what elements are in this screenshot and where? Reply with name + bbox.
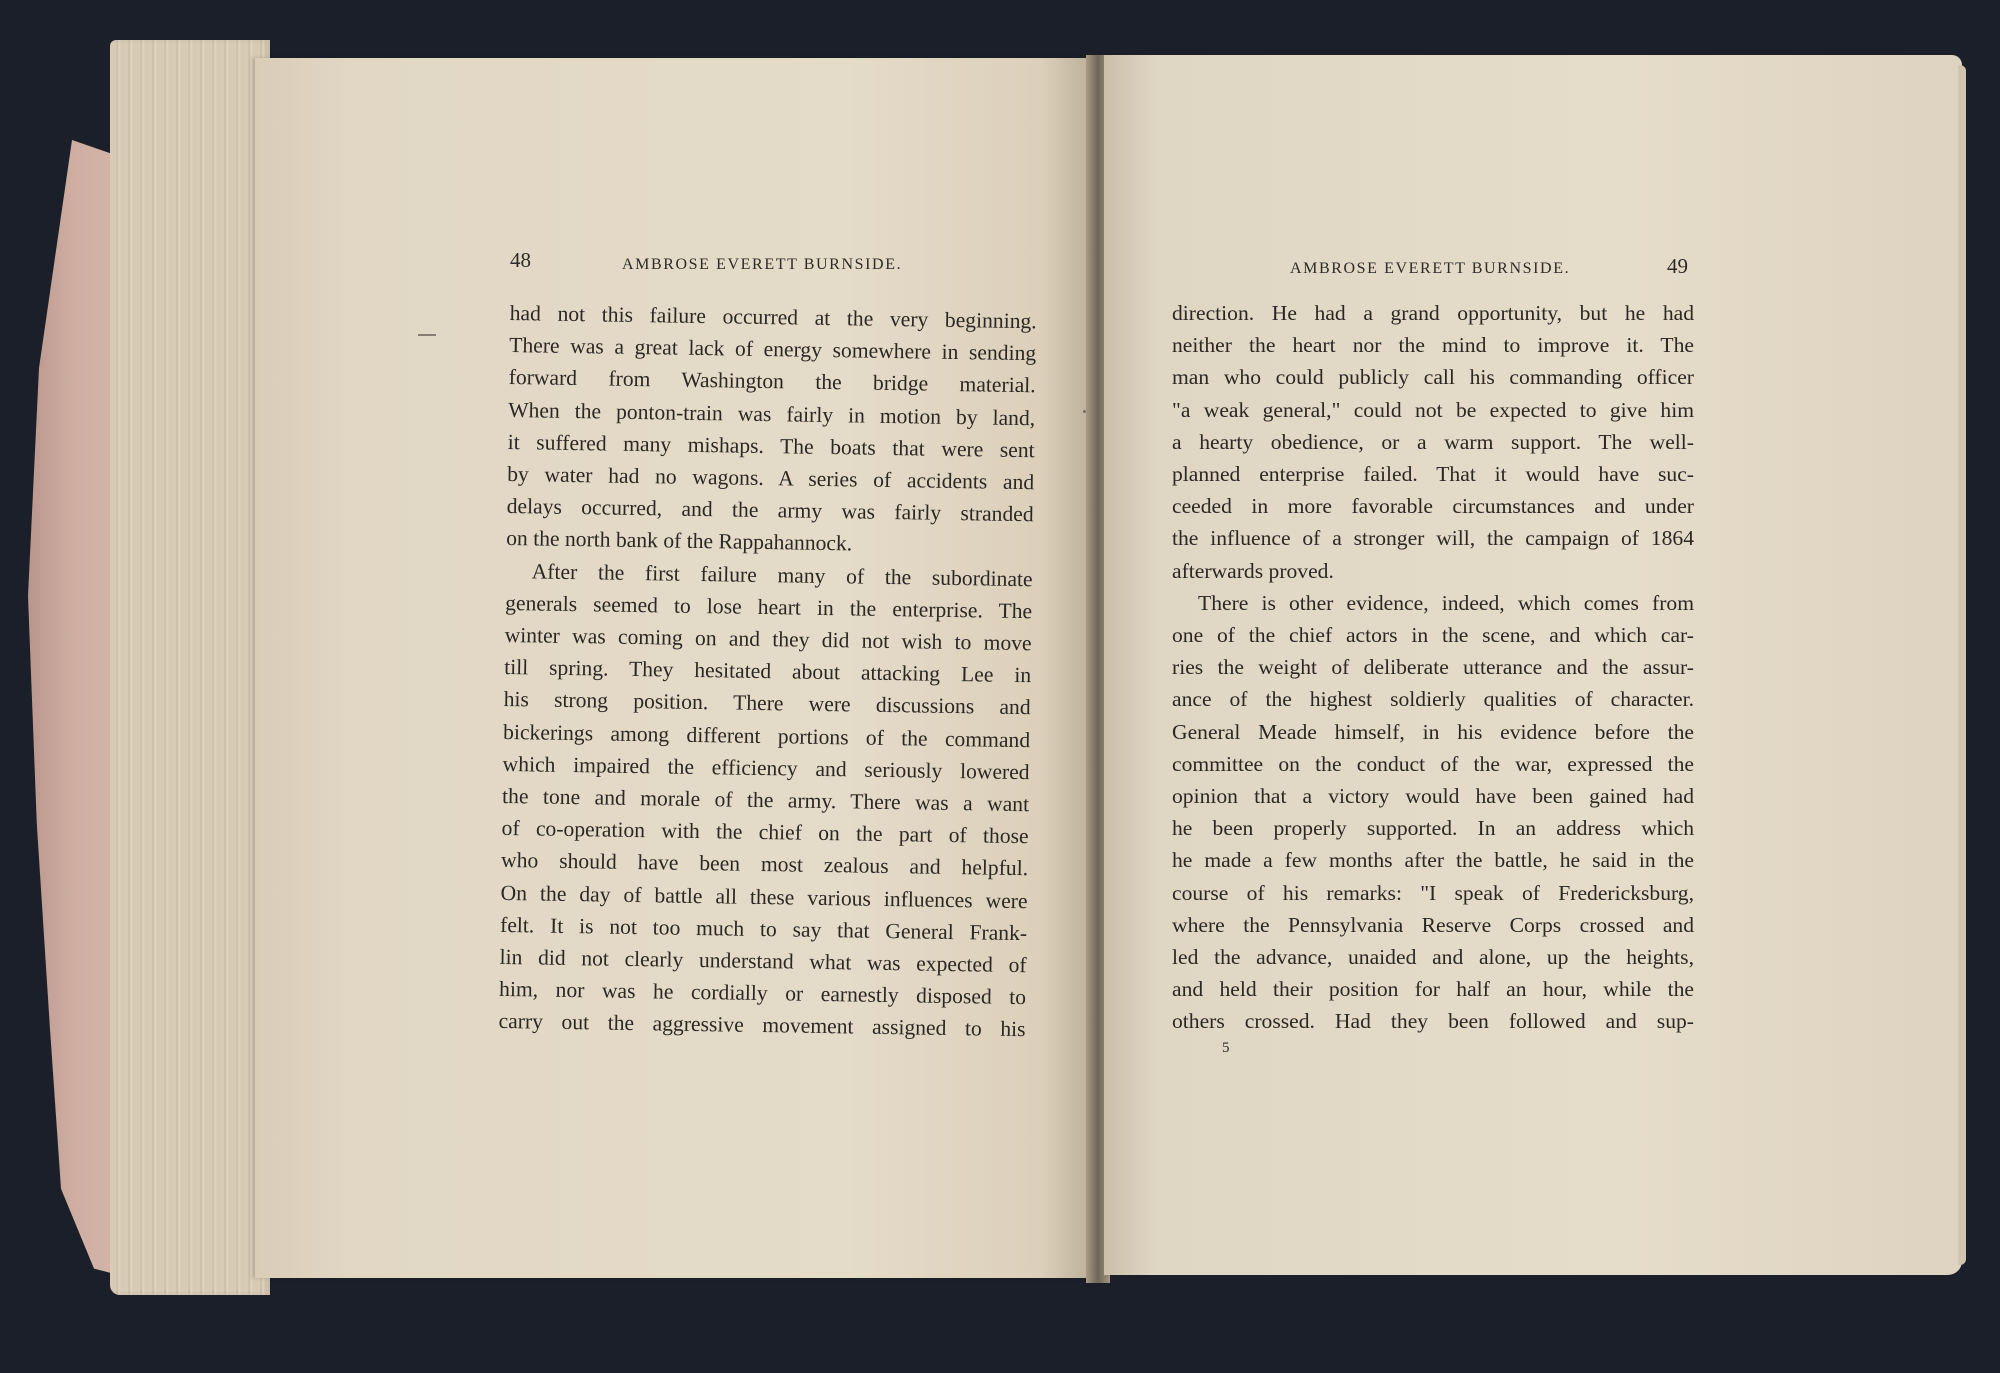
text-line: felt. It is not too much to say that General Frank-	[499, 912, 1028, 946]
text-line: and held their position for half an hour, while the	[1172, 977, 1694, 1002]
text-line: lin did not clearly understand what was expected of	[499, 944, 1027, 978]
text-line: the tone and morale of the army. There was a want	[501, 783, 1030, 817]
text-line: "a weak general," could not be expected to give him	[1172, 397, 1694, 422]
text-line: On the day of battle all these various influences were	[500, 880, 1028, 913]
text-line: him, nor was he cordially or earnestly disposed to	[498, 977, 1027, 1010]
text-line: planned enterprise failed. That it would have suc-	[1172, 462, 1694, 487]
text-line: it suffered many mishaps. The boats that were sent	[507, 429, 1035, 463]
text-line: There was a great lack of energy somewhere in sending	[509, 333, 1037, 366]
text-line: bickerings among different portions of the command	[502, 719, 1031, 752]
text-line: After the first failure many of the subordinate	[531, 559, 1033, 591]
right-running-head: AMBROSE EVERETT BURNSIDE.	[1290, 260, 1571, 277]
text-line: led the advance, unaided and alone, up the heights,	[1172, 945, 1694, 970]
text-line: winter was coming on and they did not wish to move	[504, 622, 1032, 656]
text-line: neither the heart nor the mind to improve it. The	[1172, 333, 1694, 358]
text-line: had not this failure occurred at the very beginning.	[509, 300, 1037, 334]
text-line: General Meade himself, in his evidence before the	[1172, 719, 1694, 744]
text-line: ceeded in more favorable circumstances and under	[1172, 494, 1694, 519]
text-line: direction. He had a grand opportunity, but he had	[1172, 301, 1694, 325]
text-line: a hearty obedience, or a warm support. The well-	[1172, 429, 1694, 454]
text-line: When the ponton-train was fairly in motion by land,	[508, 397, 1036, 430]
text-line: he made a few months after the battle, he said in the	[1172, 848, 1694, 873]
text-line: committee on the conduct of the war, expressed the	[1172, 751, 1694, 776]
text-line: man who could publicly call his commanding officer	[1172, 365, 1694, 390]
text-line: ance of the highest soldierly qualities of character.	[1172, 687, 1694, 712]
text-line: generals seemed to lose heart in the enterprise. The	[505, 590, 1033, 624]
text-line: his strong position. There were discussions and	[503, 687, 1031, 720]
text-line: forward from Washington the bridge material.	[508, 365, 1036, 398]
text-line: on the north bank of the Rappahannock.	[506, 526, 853, 556]
text-line: course of his remarks: "I speak of Fredericksburg,	[1172, 880, 1694, 905]
text-line: till spring. They hesitated about attacking Lee in	[503, 655, 1032, 688]
text-line: others crossed. Had they been followed and sup-	[1172, 1009, 1694, 1034]
text-line: of co-operation with the chief on the part of those	[501, 816, 1029, 849]
text-line: where the Pennsylvania Reserve Corps crossed and	[1172, 912, 1694, 937]
text-line: which impaired the efficiency and seriously lowered	[502, 751, 1030, 785]
text-line: delays occurred, and the army was fairly stranded	[506, 494, 1034, 527]
stray-mark	[418, 334, 436, 336]
text-line: ries the weight of deliberate utterance and the assur-	[1172, 655, 1694, 680]
text-line: carry out the aggressive movement assigned to his	[498, 1009, 1026, 1042]
right-page-number: 49	[1667, 254, 1688, 278]
page-stack	[110, 40, 270, 1295]
right-page-body	[1172, 297, 1694, 1038]
text-line: by water had no wagons. A series of accidents and	[507, 461, 1035, 495]
left-page-body	[498, 297, 1037, 1046]
left-page-number: 48	[510, 248, 531, 272]
text-line: the influence of a stronger will, the campaign of 1864	[1172, 526, 1694, 551]
text-line: he been properly supported. In an address which	[1172, 816, 1694, 841]
text-line: one of the chief actors in the scene, and which car-	[1172, 623, 1694, 648]
left-running-head: AMBROSE EVERETT BURNSIDE.	[622, 256, 903, 273]
signature-mark: 5	[1222, 1040, 1230, 1056]
text-line: afterwards proved.	[1172, 558, 1334, 583]
text-line: There is other evidence, indeed, which comes from	[1198, 590, 1694, 615]
stray-mark	[1083, 410, 1086, 413]
text-line: opinion that a victory would have been gained had	[1172, 784, 1694, 809]
text-line: who should have been most zealous and helpful.	[500, 848, 1029, 881]
